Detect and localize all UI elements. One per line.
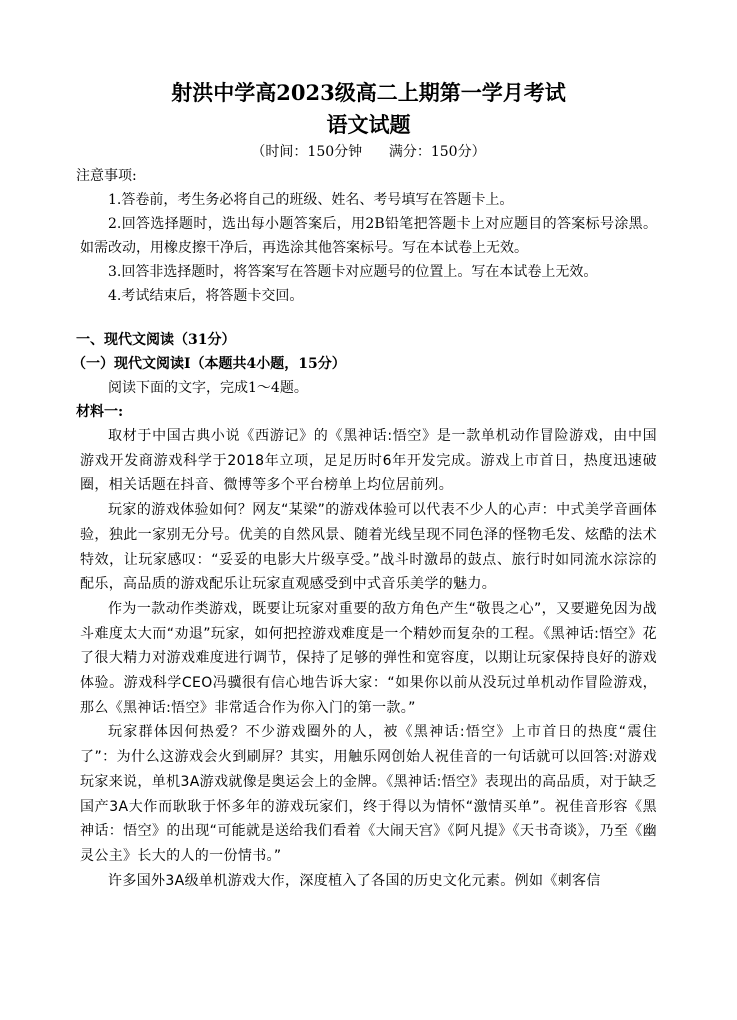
notice-heading: 注意事项: [76, 168, 137, 184]
exam-title: 射洪中学高2023级高二上期第一学月考试 [171, 80, 566, 105]
passage-paragraph-3: 作为一款动作类游戏，既要让玩家对重要的敌方角色产生“敬畏之心”，又要避免因为战斗难度太大而“劝退”玩家，如何把控游戏难度是一个精妙而复杂的工程。《黑神话:悟空》花了很大精力对游戏难度进行调节，保持了足够的弹性和宽容度，以期让玩家保持良好的游戏体验。游戏科学CEO冯骥很有信心地告诉大家：“如果你以前从没玩过单机动作冒险游戏，那么《黑神话:悟空》非常适合作为你入门的第一款。” [80, 600, 657, 716]
time-score-info: （时间：150分钟 满分：150分） [251, 144, 486, 160]
passage-paragraph-5: 许多国外3A级单机游戏大作，深度植入了各国的历史文化元素。例如《刺客信 [108, 872, 601, 889]
notice-item-2: 2.回答选择题时，选出每小题答案后，用2B铅笔把答题卡上对应题目的答案标号涂黑。如需改动，用橡皮擦干净后，再选涂其他答案标号。写在本试卷上无效。 [80, 216, 657, 256]
material-label: 材料一: [76, 404, 124, 420]
reading-instruction: 阅读下面的文字，完成1～4题。 [108, 380, 308, 396]
notice-item-4: 4.考试结束后，将答题卡交回。 [108, 288, 304, 304]
section-gap [80, 308, 657, 328]
section-heading: 一、现代文阅读（31分） [76, 332, 236, 348]
passage-paragraph-2: 玩家的游戏体验如何？网友“某梁”的游戏体验可以代表不少人的心声：中式美学音画体验，独此一家别无分号。优美的自然风景、随着光线呈现不同色泽的怪物毛发、炫酷的法术特效，让玩家感叹：“妥妥的电影大片级享受。”战斗时激昂的鼓点、旅行时如同流水淙淙的配乐，高品质的游戏配乐让玩家直观感受到中式音乐美学的魅力。 [80, 502, 657, 593]
passage-paragraph-1: 取材于中国古典小说《西游记》的《黑神话:悟空》是一款单机动作冒险游戏，由中国游戏开发商游戏科学于2018年立项，足足历时6年开发完成。游戏上市首日，热度迅速破圈，相关话题在抖音、微博等多个平台榜单上均位居前列。 [80, 428, 657, 494]
notice-item-3: 3.回答非选择题时，将答案写在答题卡对应题号的位置上。写在本试卷上无效。 [108, 264, 598, 280]
exam-subtitle: 语文试题 [326, 112, 411, 137]
subsection-heading: （一）现代文阅读I（本题共4小题，15分） [72, 356, 346, 372]
passage-paragraph-4: 玩家群体因何热爱？不少游戏圈外的人，被《黑神话:悟空》上市首日的热度“震住了”：为什么这游戏会火到刷屏？其实，用触乐网创始人祝佳音的一句话就可以回答:对游戏玩家来说，单机3A游戏就像是奥运会上的金牌。《黑神话:悟空》表现出的高品质，对于缺乏国产3A大作而耿耿于怀多年的游戏玩家们，终于得以为情怀“激情买单”。祝佳音形容《黑神话：悟空》的出现“可能就是送给我们看着《大闹天宫》《阿凡提》《天书奇谈》，乃至《幽灵公主》长大的人的一份情书。” [80, 724, 657, 864]
notice-item-1: 1.答卷前，考生务必将自己的班级、姓名、考号填写在答题卡上。 [108, 192, 514, 208]
